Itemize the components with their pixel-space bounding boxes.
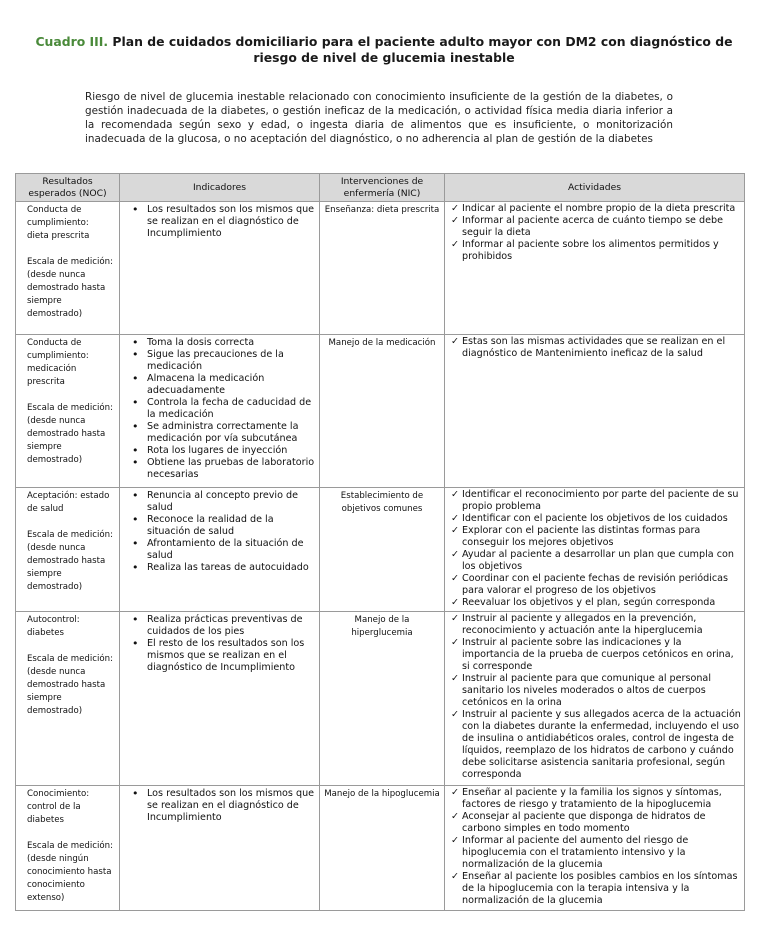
indicator-item: • Los resultados son los mismos que se realizan en el diagnóstico de Incumplimiento	[130, 204, 315, 240]
table-title-text: Plan de cuidados domiciliario para el paciente adulto mayor con DM2 con diagnóstico de riesgo de nivel de glucemia inestable	[112, 34, 733, 65]
indicators-cell	[120, 335, 320, 488]
activity-item: ✓ Indicar al paciente el nombre propio de la dieta prescrita	[451, 203, 741, 215]
activities-cell	[445, 202, 745, 335]
indicators-cell	[120, 488, 320, 612]
noc-outcome: Aceptación: estado de salud	[27, 491, 110, 514]
care-plan-table	[15, 173, 745, 911]
diagnosis-description: Riesgo de nivel de glucemia inestable relacionado con conocimiento insuficiente de la gestión de la diabetes, o gestión inadecuada de la diabetes, o gestión ineficaz de la medicación, o actividad física media diaria inferior a la recomendada según sexo y edad, o ingesta diaria de alimentos que es insuficiente, o monitorización inadecuada de la glucosa, o no aceptación del diagnóstico, o no adherencia al plan de gestión de la diabetes	[85, 91, 673, 146]
activity-item: ✓ Estas son las mismas actividades que se realizan en el diagnóstico de Mantenimiento ineficaz de la salud	[451, 336, 741, 360]
noc-cell	[16, 786, 120, 911]
activity-item: ✓ Enseñar al paciente los posibles cambios en los síntomas de la hipoglucemia con la terapia intensiva y la normalización de la glucemia	[451, 871, 741, 907]
noc-outcome: Conducta de cumplimiento: medicación prescrita	[27, 338, 89, 387]
activity-item: ✓ Reevaluar los objetivos y el plan, según corresponda	[451, 597, 741, 609]
table-title	[30, 34, 738, 66]
header-noc: Resultados esperados (NOC)	[16, 174, 120, 202]
activity-item: ✓ Informar al paciente sobre los alimentos permitidos y prohibidos	[451, 239, 741, 263]
table-header-row	[16, 174, 745, 202]
header-nic: Intervenciones de enfermería (NIC)	[320, 174, 445, 202]
activities-cell	[445, 612, 745, 786]
table-row	[16, 335, 745, 488]
table-row	[16, 786, 745, 911]
indicator-item: • Sigue las precauciones de la medicación	[130, 349, 315, 373]
indicator-item: • Afrontamiento de la situación de salud	[130, 538, 315, 562]
header-indicators: Indicadores	[120, 174, 320, 202]
indicator-item: • Los resultados son los mismos que se realizan en el diagnóstico de Incumplimiento	[130, 788, 315, 824]
indicators-cell	[120, 612, 320, 786]
noc-cell	[16, 335, 120, 488]
table-row	[16, 488, 745, 612]
nic-intervention: Enseñanza: dieta prescrita	[320, 202, 445, 335]
table-row	[16, 202, 745, 335]
table-number-label: Cuadro III.	[35, 34, 109, 49]
activities-cell	[445, 335, 745, 488]
indicator-item: • Realiza las tareas de autocuidado	[130, 562, 315, 574]
indicator-item: • Almacena la medicación adecuadamente	[130, 373, 315, 397]
measurement-scale: Escala de medición: (desde ningún conocimiento hasta conocimiento extenso)	[27, 841, 113, 903]
table-row	[16, 612, 745, 786]
activity-item: ✓ Coordinar con el paciente fechas de revisión periódicas para valorar el progreso de los objetivos	[451, 573, 741, 597]
activity-item: ✓ Ayudar al paciente a desarrollar un plan que cumpla con los objetivos	[451, 549, 741, 573]
indicator-item: • El resto de los resultados son los mismos que se realizan en el diagnóstico de Incumplimiento	[130, 638, 315, 674]
measurement-scale: Escala de medición: (desde nunca demostrado hasta siempre demostrado)	[27, 530, 113, 592]
activity-item: ✓ Explorar con el paciente las distintas formas para conseguir los mejores objetivos	[451, 525, 741, 549]
indicator-item: • Se administra correctamente la medicación por vía subcutánea	[130, 421, 315, 445]
noc-outcome: Autocontrol: diabetes	[27, 615, 80, 638]
indicator-item: • Realiza prácticas preventivas de cuidados de los pies	[130, 614, 315, 638]
nic-intervention: Manejo de la medicación	[320, 335, 445, 488]
nic-intervention: Manejo de la hipoglucemia	[320, 786, 445, 911]
activity-item: ✓ Identificar con el paciente los objetivos de los cuidados	[451, 513, 741, 525]
noc-cell	[16, 202, 120, 335]
activities-cell	[445, 786, 745, 911]
nic-intervention: Establecimiento de objetivos comunes	[320, 488, 445, 612]
noc-outcome: Conducta de cumplimiento: dieta prescrita	[27, 205, 90, 241]
activity-item: ✓ Instruir al paciente y allegados en la prevención, reconocimiento y actuación ante la hiperglucemia	[451, 613, 741, 637]
measurement-scale: Escala de medición: (desde nunca demostrado hasta siempre demostrado)	[27, 403, 113, 465]
measurement-scale: Escala de medición: (desde nunca demostrado hasta siempre demostrado)	[27, 654, 113, 716]
activity-item: ✓ Instruir al paciente y sus allegados acerca de la actuación con la diabetes durante la enfermedad, incluyendo el uso de insulina o antidiabéticos orales, control de ingesta de líquidos, reemplazo de los hidratos de carbono y cuándo debe solicitarse asistencia sanitaria profesional, según corresponda	[451, 709, 741, 781]
indicator-item: • Obtiene las pruebas de laboratorio necesarias	[130, 457, 315, 481]
indicator-item: • Reconoce la realidad de la situación de salud	[130, 514, 315, 538]
indicator-item: • Renuncia al concepto previo de salud	[130, 490, 315, 514]
nic-intervention: Manejo de la hiperglucemia	[320, 612, 445, 786]
noc-cell	[16, 488, 120, 612]
noc-outcome: Conocimiento: control de la diabetes	[27, 789, 90, 825]
activity-item: ✓ Instruir al paciente sobre las indicaciones y la importancia de la prueba de cuerpos cetónicos en orina, si corresponde	[451, 637, 741, 673]
activity-item: ✓ Informar al paciente del aumento del riesgo de hipoglucemia con el tratamiento intensivo y la normalización de la glucemia	[451, 835, 741, 871]
activity-item: ✓ Identificar el reconocimiento por parte del paciente de su propio problema	[451, 489, 741, 513]
indicator-item: • Controla la fecha de caducidad de la medicación	[130, 397, 315, 421]
indicators-cell	[120, 786, 320, 911]
indicator-item: • Toma la dosis correcta	[130, 337, 315, 349]
measurement-scale: Escala de medición: (desde nunca demostrado hasta siempre demostrado)	[27, 257, 113, 319]
activities-cell	[445, 488, 745, 612]
activity-item: ✓ Enseñar al paciente y la familia los signos y síntomas, factores de riesgo y tratamiento de la hipoglucemia	[451, 787, 741, 811]
activity-item: ✓ Instruir al paciente para que comunique al personal sanitario los niveles moderados o altos de cuerpos cetónicos en la orina	[451, 673, 741, 709]
header-activities: Actividades	[445, 174, 745, 202]
indicators-cell	[120, 202, 320, 335]
noc-cell	[16, 612, 120, 786]
indicator-item: • Rota los lugares de inyección	[130, 445, 315, 457]
activity-item: ✓ Aconsejar al paciente que disponga de hidratos de carbono simples en todo momento	[451, 811, 741, 835]
activity-item: ✓ Informar al paciente acerca de cuánto tiempo se debe seguir la dieta	[451, 215, 741, 239]
